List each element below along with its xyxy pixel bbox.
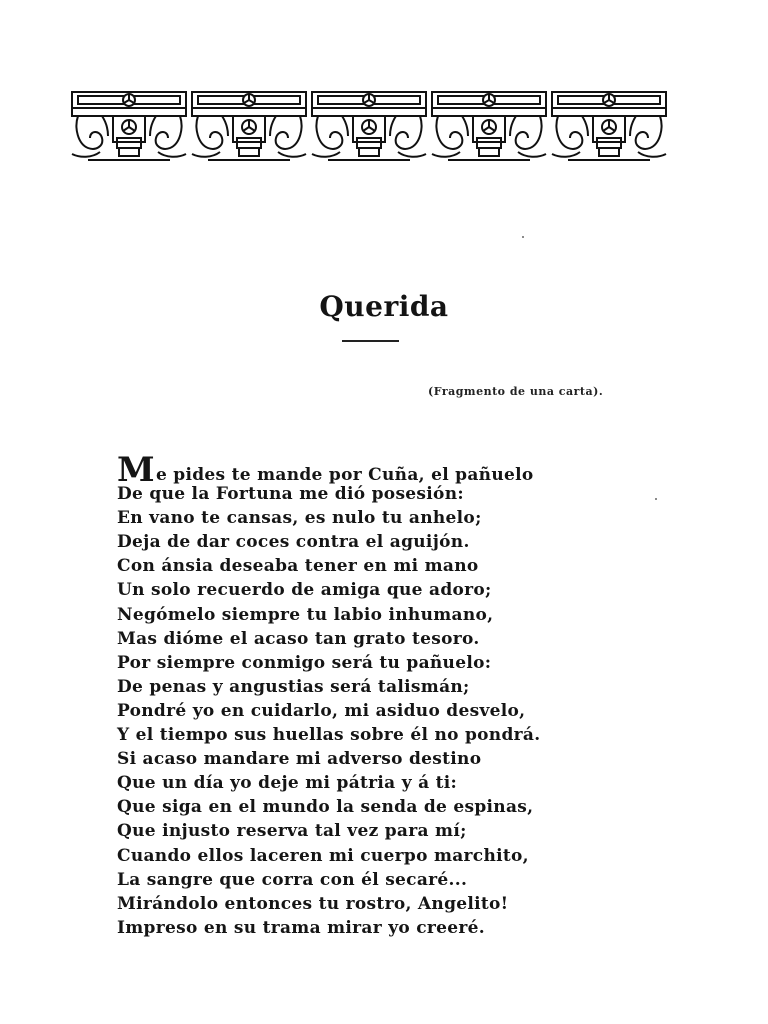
poem-line-text: e pides te mande por Cuña, el pañuelo — [155, 465, 534, 485]
decorative-border-ornament — [70, 88, 670, 168]
poem-line: De que la Fortuna me dió posesión: — [117, 484, 464, 505]
poem-line: Cuando ellos laceren mi cuerpo marchito, — [117, 845, 529, 866]
poem-line: Mas dióme el acaso tan grato tesoro. — [117, 628, 480, 649]
poem-line: Que injusto reserva tal vez para mí; — [117, 821, 467, 842]
poem-line: Y el tiempo sus huellas sobre él no pondrá. — [117, 725, 541, 746]
poem-line: Por siempre conmigo será tu pañuelo: — [117, 652, 492, 673]
poem-line: La sangre que corra con él secaré... — [117, 869, 468, 890]
poem-line: Que siga en el mundo la senda de espinas, — [117, 797, 534, 818]
poem-line: De penas y angustias será talismán; — [117, 676, 470, 697]
scan-speck — [522, 236, 524, 238]
title-underline-divider — [342, 340, 399, 342]
scan-speck — [655, 498, 657, 500]
poem-line — [117, 450, 637, 490]
poem-line: Si acaso mandare mi adverso destino — [117, 749, 482, 770]
poem-line: Un solo recuerdo de amiga que adoro; — [117, 580, 492, 601]
drop-cap-letter: M — [117, 450, 155, 490]
poem-line: Impreso en su trama mirar yo creeré. — [117, 917, 485, 938]
page-title: Querida — [319, 290, 449, 323]
poem-line: En vano te cansas, es nulo tu anhelo; — [117, 508, 482, 529]
poem-line: Que un día yo deje mi pátria y á ti: — [117, 773, 458, 794]
poem-body — [117, 452, 637, 940]
poem-line: Deja de dar coces contra el aguijón. — [117, 532, 470, 553]
poem-line: Con ánsia deseaba tener en mi mano — [117, 556, 479, 577]
poem-line: Pondré yo en cuidarlo, mi asiduo desvelo, — [117, 700, 526, 721]
subtitle-note: (Fragmento de una carta). — [428, 385, 604, 398]
poem-line: Mirándolo entonces tu rostro, Angelito! — [117, 893, 509, 914]
poem-line: Negómelo siempre tu labio inhumano, — [117, 604, 494, 625]
